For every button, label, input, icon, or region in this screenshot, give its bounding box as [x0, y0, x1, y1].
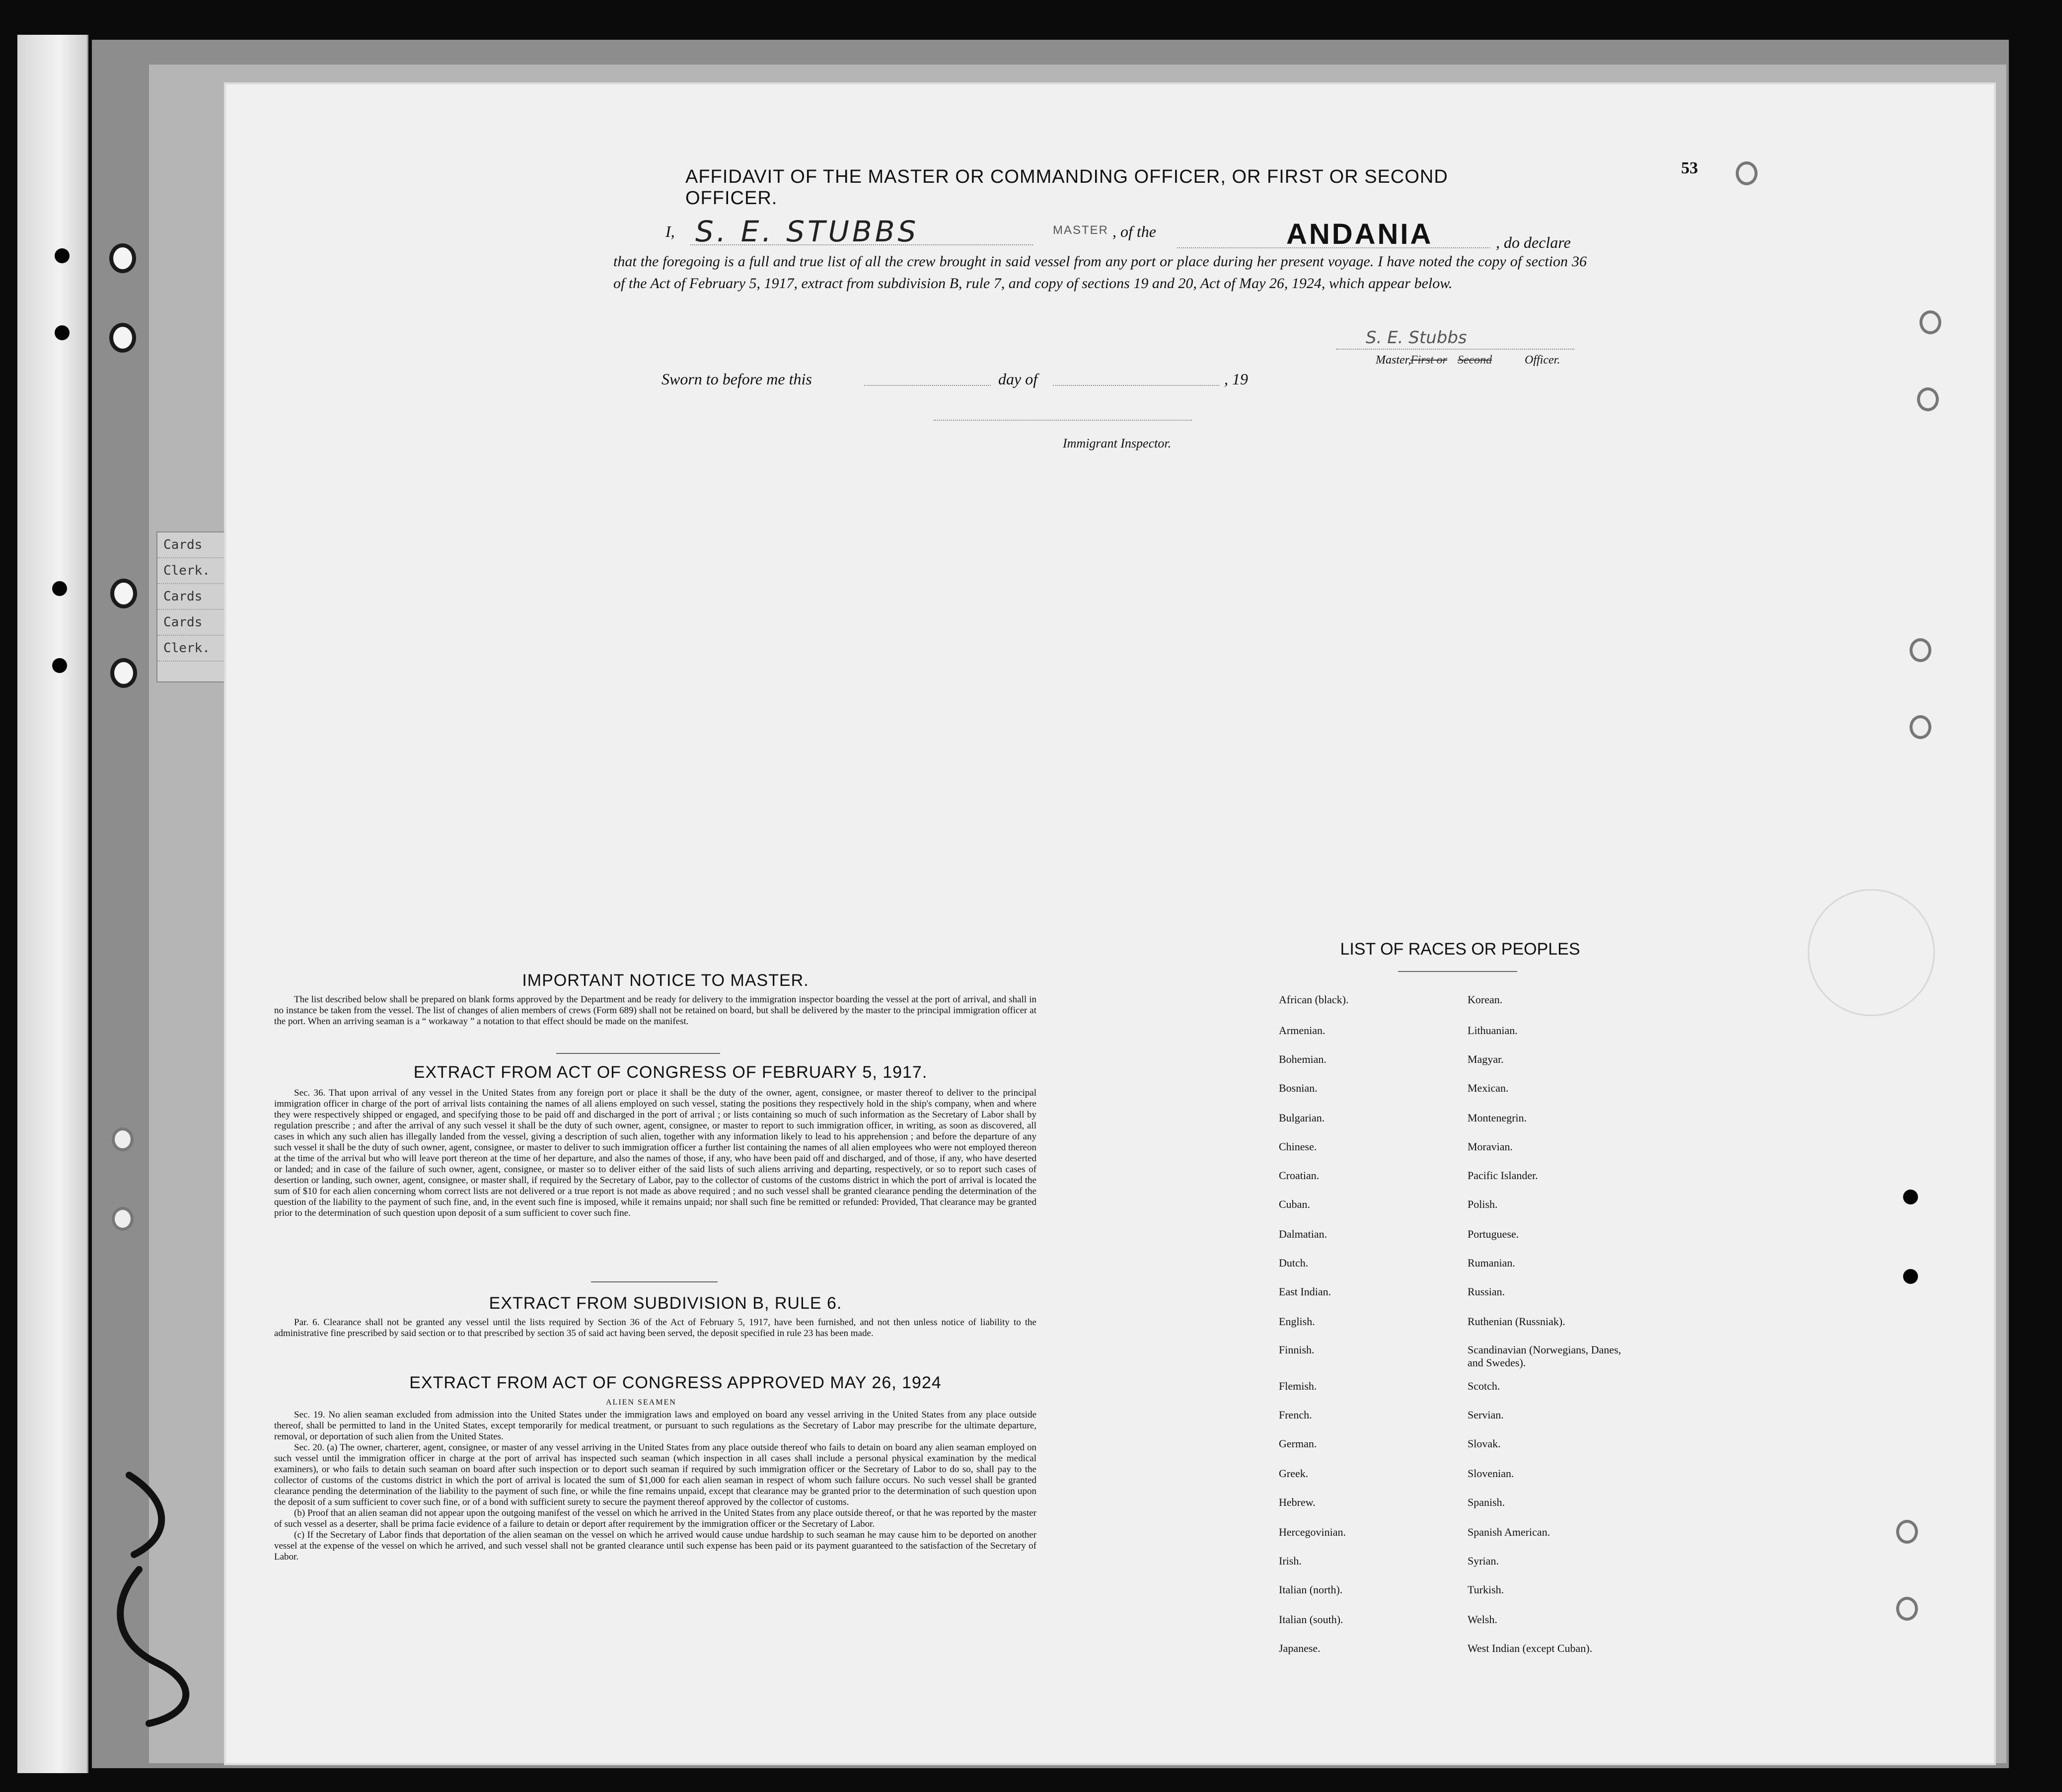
sworn-label: Sworn to before me this [662, 370, 812, 388]
vessel-name: ANDANIA [1286, 218, 1433, 250]
punch-hole [110, 658, 137, 688]
race-item: Lithuanian. [1468, 1024, 1518, 1037]
race-item: African (black). [1279, 993, 1349, 1006]
pencil-scribble [99, 1455, 219, 1733]
notice-title: IMPORTANT NOTICE TO MASTER. [522, 971, 809, 990]
race-item: Dutch. [1279, 1257, 1309, 1269]
extract-1924-title: EXTRACT FROM ACT OF CONGRESS APPROVED MAY 26, 1924 [409, 1373, 942, 1392]
extract-1917-title: EXTRACT FROM ACT OF CONGRESS OF FEBRUARY 5, 1917. [413, 1063, 928, 1082]
signature-title-master: Master, [1376, 354, 1411, 367]
page-mark: 53 [1681, 159, 1698, 177]
race-item: Bosnian. [1279, 1082, 1318, 1094]
race-item: Spanish. [1468, 1496, 1505, 1508]
punch-hole [1917, 387, 1939, 411]
race-item: English. [1279, 1315, 1315, 1328]
race-item: Portuguese. [1468, 1228, 1519, 1240]
binder-hole [52, 581, 67, 596]
race-item: Polish. [1468, 1198, 1498, 1210]
punch-hole [1896, 1520, 1918, 1544]
punch-hole [109, 323, 136, 353]
race-item: Turkish. [1468, 1583, 1504, 1596]
master-name: S. E. STUBBS [695, 215, 919, 248]
race-item: Bulgarian. [1279, 1112, 1325, 1124]
side-tab-row: Cards [157, 532, 227, 558]
do-declare-label: , do declare [1496, 233, 1571, 251]
binder-hole [55, 248, 70, 263]
extract-1924-paragraph: Sec. 20. (a) The owner, charterer, agent, consignee, or master of any vessel arriving in the United States from any place outside thereof who fails to detain on board any alien seaman employed on such vessel until the immigration officer in charge at the port of arrival has inspected such seaman (which inspection in all cases shall include a personal physical examination by the medical examiners), or who fails to detain such seaman on board after such inspection or to deport such seaman if required by such immigration officer or the Secretary of Labor to do so, shall pay to the collector of customs of the customs district in which the port of arrival is located the sum of $1,000 for each alien seaman in respect of whom such failure occurs. No such vessel shall be granted clearance pending the determination of the liability to the payment of such fine, or while the fine remains unpaid, except that clearance may be granted prior to the determination of such question upon the deposit of a sum sufficient to cover such fine, or of a bond with sufficient surety to secure the payment thereof approved by the collector of customs. [274, 1442, 1036, 1507]
race-item: Italian (north). [1279, 1583, 1343, 1596]
race-item: Cuban. [1279, 1198, 1310, 1210]
race-item: Rumanian. [1468, 1257, 1515, 1269]
race-item: German. [1279, 1437, 1317, 1450]
notice-body: The list described below shall be prepared on blank forms approved by the Department and be ready for delivery to the immigration inspector boarding the vessel at the port of arrival, and shall in no instance be taken from the vessel. The list of changes of alien members of crews (Form 689) shall not be retained on board, but shall be delivered by the master to the principal immigration officer at the port. When an arriving seaman is a “ workaway ” a notation to that effect should be made on the manifest. [274, 994, 1036, 1027]
master-rank-stamp: MASTER [1053, 224, 1109, 237]
punch-hole [1896, 1597, 1918, 1621]
signature-line [1336, 349, 1574, 350]
race-item: Spanish American. [1468, 1526, 1550, 1538]
race-item: Armenian. [1279, 1024, 1326, 1037]
binder-hole [1903, 1269, 1918, 1284]
race-item: Montenegrin. [1468, 1112, 1527, 1124]
race-item: Hercegovinian. [1279, 1526, 1346, 1538]
extract-1924-paragraph: Sec. 19. No alien seaman excluded from admission into the United States under the immigration laws and employed on board any vessel arriving in the United States from any place outside thereof, shall be permitted to land in the United States, except temporarily for medical treatment, or pursuant to such regulations as the Secretary of Labor may prescribe for the ultimate departure, removal, or deportation of such alien from the United States. [274, 1410, 1036, 1442]
inspector-label: Immigrant Inspector. [1063, 436, 1172, 450]
race-item: Chinese. [1279, 1140, 1317, 1153]
punch-hole [110, 579, 137, 608]
master-signature: S. E. Stubbs [1366, 328, 1467, 348]
binder-strip [17, 35, 88, 1773]
race-item: Moravian. [1468, 1140, 1513, 1153]
race-item: Russian. [1468, 1285, 1505, 1298]
race-item: Croatian. [1279, 1169, 1320, 1182]
year-prefix: , 19 [1224, 370, 1248, 388]
race-item: Japanese. [1279, 1642, 1321, 1654]
races-list-title: LIST OF RACES OR PEOPLES [1340, 940, 1580, 959]
race-item: Magyar. [1468, 1053, 1504, 1065]
race-item: Flemish. [1279, 1380, 1317, 1392]
side-index-tab [156, 531, 228, 682]
sworn-month-line [1053, 385, 1219, 386]
signature-title-officer: Officer. [1525, 354, 1560, 367]
side-tab-row: Clerk. [157, 636, 227, 662]
race-item: Syrian. [1468, 1555, 1499, 1567]
race-item: Servian. [1468, 1409, 1504, 1421]
punch-hole [109, 243, 136, 273]
extract-1924-paragraph: (b) Proof that an alien seaman did not appear upon the outgoing manifest of the vessel on which he arrived in the United States from any place outside thereof, or that he was reported by the master of such vessel as a deserter, shall be prima facie evidence of a failure to detain or deport after requirement by the immigration officer or the Secretary of Labor. [274, 1508, 1036, 1529]
extract-1924-paragraph: (c) If the Secretary of Labor finds that deportation of the alien seaman on the vessel on which he arrived would cause undue hardship to such seaman he may cause him to be deported on another vessel at the expense of the vessel on which he arrived, and such vessel shall not be granted clearance until such expense has been paid or its payment guaranteed to the satisfaction of the Secretary of Labor. [274, 1530, 1036, 1562]
races-divider [1398, 971, 1517, 972]
punch-hole [1919, 310, 1941, 334]
affidavit-heading: AFFIDAVIT OF THE MASTER OR COMMANDING OFFICER, OR FIRST OR SECOND OFFICER. [685, 166, 1448, 209]
extract-1917-body: Sec. 36. That upon arrival of any vessel in the United States from any foreign port or place it shall be the duty of the owner, agent, consignee, or master thereof to deliver to the principal immigration officer in charge of the port of arrival lists containing the names of all aliens employed on such vessel, stating the positions they respectively hold in the ship's company, when and where they were respectively shipped or engaged, and specifying those to be paid off and discharged in the port of arrival ; or lists containing so much of such information as the Secretary of Labor shall by regulation prescribe ; and after the arrival of any such vessel it shall be the duty of such owner, agent, consignee, or master to report to such immigration officer, in writing, as soon as discovered, all cases in which any such alien has illegally landed from the vessel, giving a description of such alien, together with any information likely to lead to his apprehension ; and before the departure of any such vessel it shall be the duty of such owner, agent, consignee, or master to deliver to such immigration officer a further list containing the names of all alien employees who were not employed thereon at the time of the arrival but who will leave port thereon at the time of her departure, and also the names of those, if any, who have been paid off and discharged, and of those, if any, who have deserted or landed; and in case of the failure of such owner, agent, consignee, or master so to deliver either of the said lists of such aliens arriving and departing, respectively, or so to report such cases of desertion or landing, such owner, agent, consignee, or master shall, if required by the Secretary of Labor, pay to the collector of customs of the customs district in which the port of arrival is located the sum of $10 for each alien concerning whom correct lists are not delivered or a true report is not made as above required ; and no such vessel shall be granted clearance pending the determination of the question of the liability to the payment of such fine, and, in the event such fine is imposed, while it remains unpaid; nor shall such fine be remitted or refunded: Provided, That clearance may be granted prior to the determination of such question upon deposit of a sum sufficient to cover such fine. [274, 1088, 1036, 1218]
race-item: Finnish. [1279, 1344, 1315, 1356]
punch-hole [112, 1127, 134, 1151]
binder-hole [1903, 1190, 1918, 1204]
extract-1924-body [274, 1410, 1036, 1563]
day-of-label: day of [998, 370, 1038, 388]
race-item: Korean. [1468, 993, 1503, 1006]
punch-hole [1736, 161, 1758, 185]
race-item: Slovak. [1468, 1437, 1501, 1450]
race-item: Welsh. [1468, 1613, 1497, 1626]
binder-hole [52, 658, 67, 673]
of-the-label: , of the [1112, 223, 1156, 240]
side-tab-row: Cards [157, 584, 227, 610]
binder-hole [55, 325, 70, 340]
extract-1924-subtitle: ALIEN SEAMEN [606, 1398, 676, 1407]
punch-hole [1910, 638, 1931, 662]
extract-rule6-title: EXTRACT FROM SUBDIVISION B, RULE 6. [489, 1294, 842, 1313]
race-item: Greek. [1279, 1467, 1309, 1480]
race-item: West Indian (except Cuban). [1468, 1642, 1593, 1654]
race-item: Scotch. [1468, 1380, 1500, 1392]
race-item: Dalmatian. [1279, 1228, 1327, 1240]
punch-hole [1910, 715, 1931, 739]
extract-rule6-body: Par. 6. Clearance shall not be granted any vessel until the lists required by Section 36 of the Act of February 5, 1917, have been furnished, and not then unless notice of liability to the administrative fine prescribed by said section or to that prescribed by section 35 of said act having been served, the deposit specified in rule 23 has been made. [274, 1317, 1036, 1339]
race-item: Irish. [1279, 1555, 1302, 1567]
punch-hole [112, 1207, 134, 1231]
race-item: Italian (south). [1279, 1613, 1343, 1626]
declaration-text: that the foregoing is a full and true list of all the crew brought in said vessel from any port or place during her present voyage. I have noted the copy of section 36 of the Act of February 5, 1917, extract from subdivision B, rule 7, and copy of sections 19 and 20, Act of May 26, 1924, which appear below. [613, 253, 1587, 292]
declaration-i-label: I, [665, 223, 675, 240]
race-item: French. [1279, 1409, 1312, 1421]
section-divider [591, 1281, 718, 1282]
side-tab-row: Cards [157, 610, 227, 636]
race-item: Scandinavian (Norwegians, Danes, and Swedes). [1468, 1344, 1621, 1369]
race-item: East Indian. [1279, 1285, 1331, 1298]
race-item: Hebrew. [1279, 1496, 1316, 1508]
inspector-signature-line [934, 420, 1192, 421]
race-item: Mexican. [1468, 1082, 1509, 1094]
race-item: Bohemian. [1279, 1053, 1326, 1065]
sworn-day-line [864, 385, 991, 386]
signature-title-first-struck: First or [1410, 354, 1448, 367]
race-item: Slovenian. [1468, 1467, 1514, 1480]
section-divider [556, 1053, 720, 1054]
faint-stamp-seal [1808, 889, 1935, 1016]
race-item: Ruthenian (Russniak). [1468, 1315, 1565, 1328]
race-item: Pacific Islander. [1468, 1169, 1538, 1182]
side-tab-row: Clerk. [157, 558, 227, 584]
signature-title-second-struck: Second [1458, 354, 1492, 367]
